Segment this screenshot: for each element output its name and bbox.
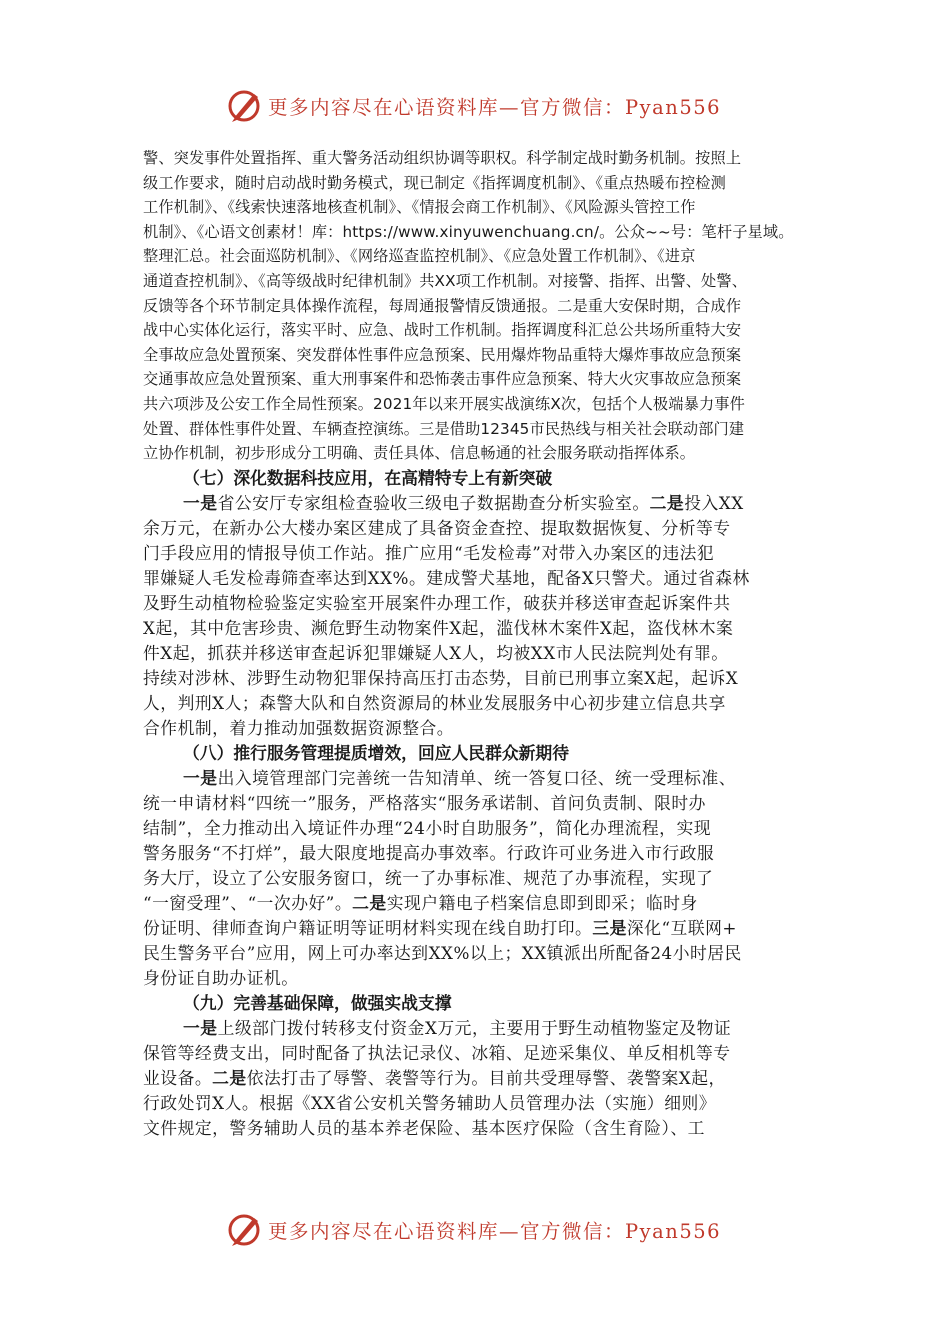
text-span: 份证明、律师查询户籍证明等证明材料实现在线自助打印。: [143, 917, 593, 938]
lead-marker: 一是: [183, 492, 218, 513]
text-line: 件X起，抓获并移送审查起诉犯罪嫌疑人X人，均被XX市人民法院判处有罪。: [143, 642, 729, 663]
text-line: [143, 1016, 809, 1041]
text-line: 统一申请材料“四统一”服务，严格落实“服务承诺制、首问负责制、限时办: [143, 792, 706, 813]
text-line: 机制》、《心语文创素材！库：https://www.xinyuwenchuang.cn/。公众~~号：笔杆子星域。: [143, 222, 794, 241]
text-span: “一窗受理”、“一次办好”。: [143, 892, 353, 913]
lead-marker: 二是: [352, 892, 387, 913]
text-line: 立协作机制，初步形成分工明确、责任具体、信息畅通的社会服务联动指挥体系。: [143, 444, 696, 463]
text-line: 合作机制，着力推动加强数据资源整合。: [143, 717, 455, 738]
text-span: 深化“互联网+: [626, 917, 737, 938]
section-8: [143, 741, 809, 991]
text-span: 业设备。: [143, 1067, 213, 1088]
text-span: 省公安厅专家组检查验收三级电子数据勘查分析实验室。: [217, 492, 650, 513]
text-line: 处置、群体性事件处置、车辆查控演练。三是借助12345市民热线与相关社会联动部门建: [143, 419, 745, 438]
text-span: 实现户籍电子档案信息即到即采；临时身: [386, 892, 698, 913]
section-7: [143, 466, 809, 741]
text-line: 人，判刑X人；森警大队和自然资源局的林业发展服务中心初步建立信息共享: [143, 692, 726, 713]
text-line: 工作机制》、《线索快速落地核查机制》、《情报会商工作机制》、《风险源头管控工作: [143, 198, 696, 217]
text-line: 持续对涉林、涉野生动物犯罪保持高压打击态势，目前已刑事立案X起，起诉X: [143, 667, 739, 688]
text-line: 通道查控机制》、《高等级战时纪律机制》共XX项工作机制。对接警、指挥、出警、处警、: [143, 271, 748, 290]
text-line: [143, 1066, 809, 1091]
pen-logo-icon: [226, 88, 264, 124]
text-line: 警、突发事件处置指挥、重大警务活动组织协调等职权。科学制定战时勤务机制。按照上: [143, 149, 742, 167]
text-line: 余万元，在新办公大楼办案区建成了具备资金查控、提取数据恢复、分析等专: [143, 517, 731, 538]
section-heading: （八）推行服务管理提质增效，回应人民群众新期待: [183, 742, 569, 763]
text-line: [143, 916, 809, 941]
text-line: [143, 766, 809, 791]
section-heading: （九）完善基础保障，做强实战支撑: [183, 992, 452, 1013]
text-line: 保管等经费支出，同时配备了执法记录仪、冰箱、足迹采集仪、单反相机等专: [143, 1042, 731, 1063]
lead-marker: 一是: [183, 767, 218, 788]
text-line: 文件规定，警务辅助人员的基本养老保险、基本医疗保险（含生育险）、工: [143, 1117, 705, 1138]
lead-marker: 一是: [183, 1017, 218, 1038]
text-line: 务大厅，设立了公安服务窗口，统一了办事标准、规范了办事流程，实现了: [143, 867, 714, 888]
text-line: 级工作要求，随时启动战时勤务模式，现已制定《指挥调度机制》、《重点热暖布控检测: [143, 173, 726, 192]
section-heading: （七）深化数据科技应用，在高精特专上有新突破: [183, 467, 553, 488]
banner-text: 更多内容尽在心语资料库—官方微信：Pyan556: [268, 96, 722, 119]
text-line: X起，其中危害珍贵、濒危野生动物案件X起，滥伐林木案件X起，盗伐林木案: [143, 617, 734, 638]
text-line: 罪嫌疑人毛发检毒筛查率达到XX%。建成警犬基地，配备X只警犬。通过省森林: [143, 567, 750, 588]
text-line: 警务服务“不打烊”，最大限度地提高办事效率。行政许可业务进入市行政服: [143, 842, 715, 863]
pen-logo-icon: [226, 1212, 264, 1248]
text-line: 身份证自助办证机。: [143, 967, 299, 988]
text-line: 交通事故应急处置预案、重大刑事案件和恐怖袭击事件应急预案、特大火灾事故应急预案: [143, 370, 742, 389]
lead-marker: 二是: [649, 492, 685, 513]
lead-marker: 二是: [212, 1067, 247, 1088]
text-line: 民生警务平台”应用，网上可办率达到XX%以上；XX镇派出所配备24小时居民: [143, 942, 742, 963]
text-line: 行政处罚X人。根据《XX省公安机关警务辅助人员管理办法（实施）细则》: [143, 1092, 717, 1113]
text-line: 战中心实体化运行，落实平时、应急、战时工作机制。指挥调度科汇总公共场所重特大安: [143, 321, 742, 340]
text-span: 依法打击了辱警、袭警等行为。目前共受理辱警、袭警案X起，: [246, 1067, 726, 1088]
document-body: [143, 146, 809, 1141]
text-span: 出入境管理部门完善统一告知清单、统一答复口径、统一受理标准、: [217, 767, 737, 788]
text-span: 投入XX: [684, 492, 744, 513]
section-intro: [143, 146, 809, 466]
text-line: 整理汇总。社会面巡防机制》、《网络巡查监控机制》、《应急处置工作机制》、《进京: [143, 247, 696, 266]
footer-banner: [0, 1210, 950, 1250]
text-line: 结制”，全力推动出入境证件办理“24小时自助服务”，简化办理流程，实现: [143, 817, 712, 838]
lead-marker: 三是: [592, 917, 627, 938]
text-line: 反馈等各个环节制定具体操作流程，每周通报警情反馈通报。二是重大安保时期，合成作: [143, 296, 742, 315]
header-banner: [0, 86, 950, 126]
text-line: 共六项涉及公安工作全局性预案。2021年以来开展实战演练X次，包括个人极端暴力事件: [143, 394, 745, 413]
banner-text: 更多内容尽在心语资料库—官方微信：Pyan556: [268, 1220, 722, 1243]
text-span: 上级部门拨付转移支付资金X万元，主要用于野生动植物鉴定及物证: [217, 1017, 732, 1038]
text-line: [143, 491, 809, 516]
section-9: [143, 991, 809, 1141]
text-line: 门手段应用的情报导侦工作站。推广应用“毛发检毒”对带入办案区的违法犯: [143, 542, 715, 563]
text-line: 及野生动植物检验鉴定实验室开展案件办理工作，破获并移送审查起诉案件共: [143, 592, 731, 613]
text-line: [143, 891, 809, 916]
text-line: 全事故应急处置预案、突发群体性事件应急预案、民用爆炸物品重特大爆炸事故应急预案: [143, 345, 742, 364]
